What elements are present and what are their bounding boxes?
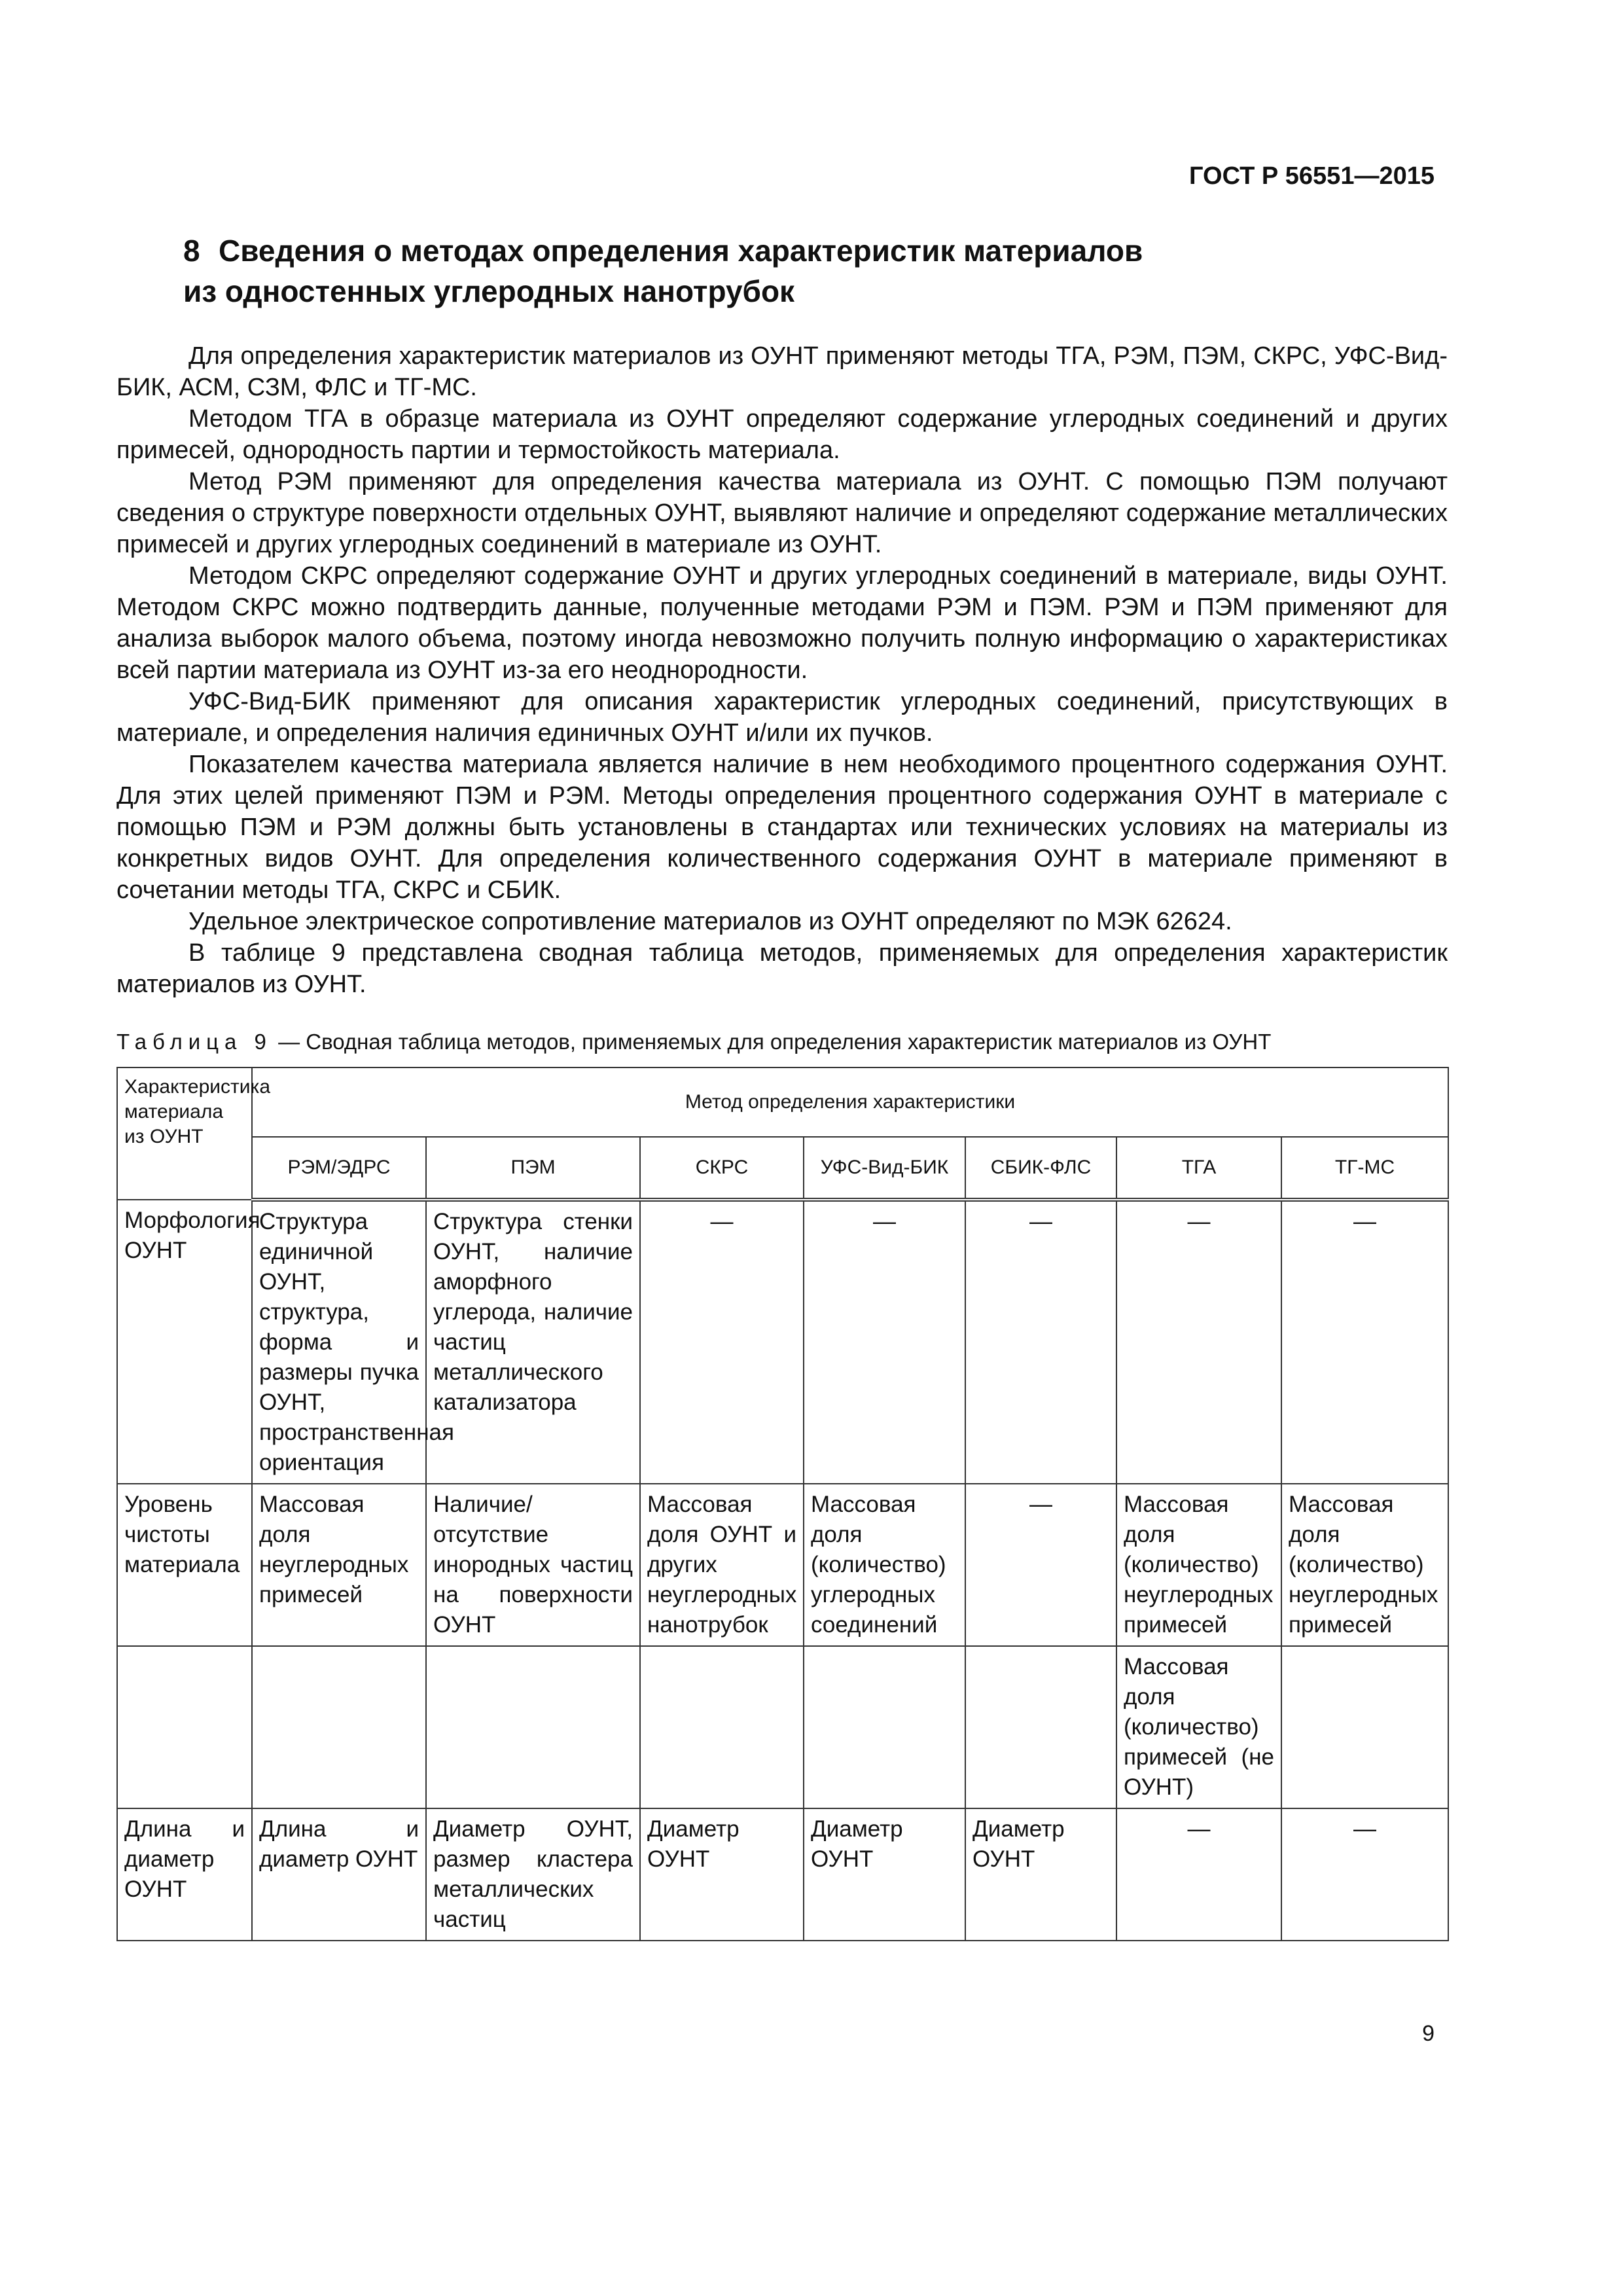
row-label: [117, 1646, 252, 1808]
table-cell: Диаметр ОУНТ: [640, 1808, 804, 1941]
row-label: Морфология ОУНТ: [117, 1200, 252, 1484]
table-cell: [640, 1646, 804, 1808]
column-header: УФС-Вид-БИК: [804, 1137, 965, 1200]
table-cell: Массовая доля (количество) неуглеродных примесей: [1116, 1484, 1281, 1646]
section-number: 8: [183, 234, 200, 268]
table-cell: Массовая доля (количество) углеродных соединений: [804, 1484, 965, 1646]
corner-header: Характеристика материала из ОУНТ: [117, 1067, 252, 1200]
row-label: Длина и диаметр ОУНТ: [117, 1808, 252, 1941]
table-cell: Диаметр ОУНТ: [965, 1808, 1116, 1941]
document-code: ГОСТ Р 56551—2015: [1189, 162, 1435, 190]
group-header: Метод определения характеристики: [252, 1067, 1448, 1137]
table-cell: —: [965, 1200, 1116, 1484]
body-text: [116, 340, 1448, 1000]
paragraph: Для определения характеристик материалов из ОУНТ применяют методы ТГА, РЭМ, ПЭМ, СКРС, УФС-Вид-БИК, АСМ, СЗМ, ФЛС и ТГ-МС.: [116, 342, 1448, 401]
column-header: ПЭМ: [426, 1137, 640, 1200]
table-row: [117, 1484, 1448, 1646]
paragraph: Методом ТГА в образце материала из ОУНТ определяют содержание углеродных соединений и других примесей, однородность партии и термостойкость материала.: [116, 405, 1448, 464]
paragraph: УФС-Вид-БИК применяют для описания характеристик углеродных соединений, присутствующих в материале, и определения наличия единичных ОУНТ и/или их пучков.: [116, 688, 1448, 747]
table-cell: —: [965, 1484, 1116, 1646]
table-row: [117, 1808, 1448, 1941]
table-cell: —: [640, 1200, 804, 1484]
table-cell: Структура единичной ОУНТ, структура, форма и размеры пучка ОУНТ, пространственная ориентация: [252, 1200, 426, 1484]
table-cell: Массовая доля ОУНТ и других неуглеродных нанотрубок: [640, 1484, 804, 1646]
table-cell: Диаметр ОУНТ, размер кластера металлических частиц: [426, 1808, 640, 1941]
table-cell: Массовая доля неуглеродных примесей: [252, 1484, 426, 1646]
column-header: СБИК-ФЛС: [965, 1137, 1116, 1200]
table-cell: [804, 1646, 965, 1808]
table-cell: Наличие/отсутствие инородных частиц на поверхности ОУНТ: [426, 1484, 640, 1646]
paragraph: Показателем качества материала является наличие в нем необходимого процентного содержания ОУНТ. Для этих целей применяют ПЭМ и РЭМ. Методы определения процентного содержания ОУНТ в материале с помощью ПЭМ и РЭМ должны быть установлены в стандартах или технических условиях на материалы из конкретных видов ОУНТ. Для определения количественного содержания ОУНТ в материале применяют в сочетании методы ТГА, СКРС и СБИК.: [116, 751, 1448, 904]
table-cell: Диаметр ОУНТ: [804, 1808, 965, 1941]
table-cell: [965, 1646, 1116, 1808]
column-header: ТГ-МС: [1281, 1137, 1448, 1200]
paragraph: Метод РЭМ применяют для определения качества материала из ОУНТ. С помощью ПЭМ получают сведения о структуре поверхности отдельных ОУНТ, выявляют наличие и определяют содержание металлических примесей и других углеродных соединений в материале из ОУНТ.: [116, 468, 1448, 558]
table-caption-text: — Сводная таблица методов, применяемых для определения характеристик материалов из ОУНТ: [272, 1030, 1272, 1054]
table-cell: —: [804, 1200, 965, 1484]
table-cell: —: [1281, 1808, 1448, 1941]
column-header: РЭМ/ЭДРС: [252, 1137, 426, 1200]
table-cell: —: [1116, 1200, 1281, 1484]
row-label: Уровень чистоты материала: [117, 1484, 252, 1646]
table-row: [117, 1200, 1448, 1484]
table-cell: —: [1116, 1808, 1281, 1941]
section-title: [183, 230, 1440, 312]
paragraph: Методом СКРС определяют содержание ОУНТ и других углеродных соединений в материале, виды ОУНТ. Методом СКРС можно подтвердить данные, полученные методами РЭМ и ПЭМ. РЭМ и ПЭМ применяют для анализа выборок малого объема, поэтому иногда невозможно получить полную информацию о характеристиках всей партии материала из ОУНТ из-за его неоднородности.: [116, 562, 1448, 684]
section-title-line2: из одностенных углеродных нанотрубок: [183, 274, 795, 308]
table-caption-label: Таблица 9: [116, 1030, 272, 1054]
table-row: [117, 1646, 1448, 1808]
table-cell: Массовая доля (количество) неуглеродных примесей: [1281, 1484, 1448, 1646]
table-cell: Массовая доля (количество) примесей (не ОУНТ): [1116, 1646, 1281, 1808]
paragraph: Удельное электрическое сопротивление материалов из ОУНТ определяют по МЭК 62624.: [188, 908, 1232, 935]
paragraph: В таблице 9 представлена сводная таблица методов, применяемых для определения характеристик материалов из ОУНТ.: [116, 939, 1448, 998]
table-cell: —: [1281, 1200, 1448, 1484]
table-cell: [252, 1646, 426, 1808]
table-cell: Длина и диаметр ОУНТ: [252, 1808, 426, 1941]
page-number: 9: [1422, 2021, 1435, 2046]
table-caption: [116, 1028, 1448, 1056]
table-cell: [1281, 1646, 1448, 1808]
table-cell: Структура стенки ОУНТ, наличие аморфного углерода, наличие частиц металлического катализатора: [426, 1200, 640, 1484]
table-cell: [426, 1646, 640, 1808]
section-title-line1: Сведения о методах определения характеристик материалов: [219, 234, 1143, 268]
methods-table: [116, 1067, 1449, 1941]
column-header: СКРС: [640, 1137, 804, 1200]
column-header: ТГА: [1116, 1137, 1281, 1200]
